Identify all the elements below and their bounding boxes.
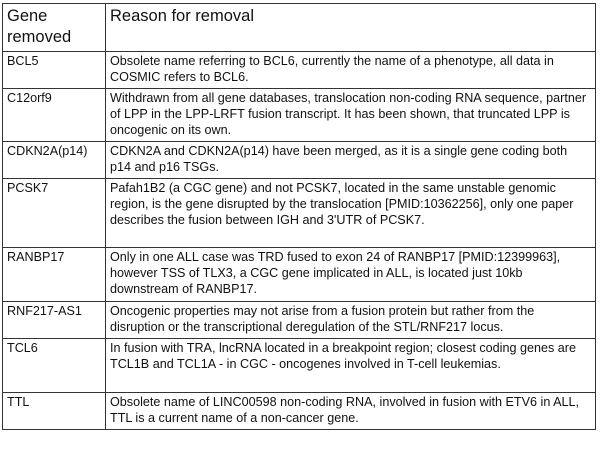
gene-cell: BCL5 — [3, 52, 106, 89]
reason-cell: In fusion with TRA, lncRNA located in a breakpoint region; closest coding genes are TCL1B and TCL1A - in CGC - oncogenes involved in T-cell leukemias. — [106, 339, 596, 393]
table-row — [3, 179, 596, 248]
table-row — [3, 248, 596, 302]
gene-removal-table-container — [2, 3, 595, 430]
table-row — [3, 302, 596, 339]
reason-cell: Withdrawn from all gene databases, translocation non-coding RNA sequence, partner of LPP in the LPP-LRFT fusion transcript. It has been shown, that truncated LPP is oncogenic on its own. — [106, 89, 596, 142]
reason-cell: Oncogenic properties may not arise from a fusion protein but rather from the disruption or the transcriptional deregulation of the STL/RNF217 locus. — [106, 302, 596, 339]
table-row — [3, 89, 596, 142]
reason-cell: Only in one ALL case was TRD fused to exon 24 of RANBP17 [PMID:12399963], however TSS of TLX3, a CGC gene implicated in ALL, is located just 10kb downstream of RANBP17. — [106, 248, 596, 302]
gene-cell: PCSK7 — [3, 179, 106, 248]
gene-cell: TTL — [3, 393, 106, 430]
table-row — [3, 339, 596, 393]
table-row — [3, 393, 596, 430]
gene-cell: RANBP17 — [3, 248, 106, 302]
reason-cell: Obsolete name referring to BCL6, currently the name of a phenotype, all data in COSMIC refers to BCL6. — [106, 52, 596, 89]
reason-cell: Obsolete name of LINC00598 non-coding RNA, involved in fusion with ETV6 in ALL, TTL is a current name of a non-cancer gene. — [106, 393, 596, 430]
gene-cell: CDKN2A(p14) — [3, 142, 106, 179]
table-row — [3, 52, 596, 89]
gene-removal-table — [2, 3, 596, 430]
table-header-row — [3, 4, 596, 52]
table-row — [3, 142, 596, 179]
header-gene-removed: Gene removed — [3, 4, 106, 52]
reason-cell: Pafah1B2 (a CGC gene) and not PCSK7, located in the same unstable genomic region, is the gene disrupted by the translocation [PMID:10362256], only one paper describes the fusion between IGH and 3'UTR of PCSK7. — [106, 179, 596, 248]
gene-cell: TCL6 — [3, 339, 106, 393]
header-reason-for-removal: Reason for removal — [106, 4, 596, 52]
gene-cell: C12orf9 — [3, 89, 106, 142]
gene-cell: RNF217-AS1 — [3, 302, 106, 339]
reason-cell: CDKN2A and CDKN2A(p14) have been merged, as it is a single gene coding both p14 and p16 TSGs. — [106, 142, 596, 179]
